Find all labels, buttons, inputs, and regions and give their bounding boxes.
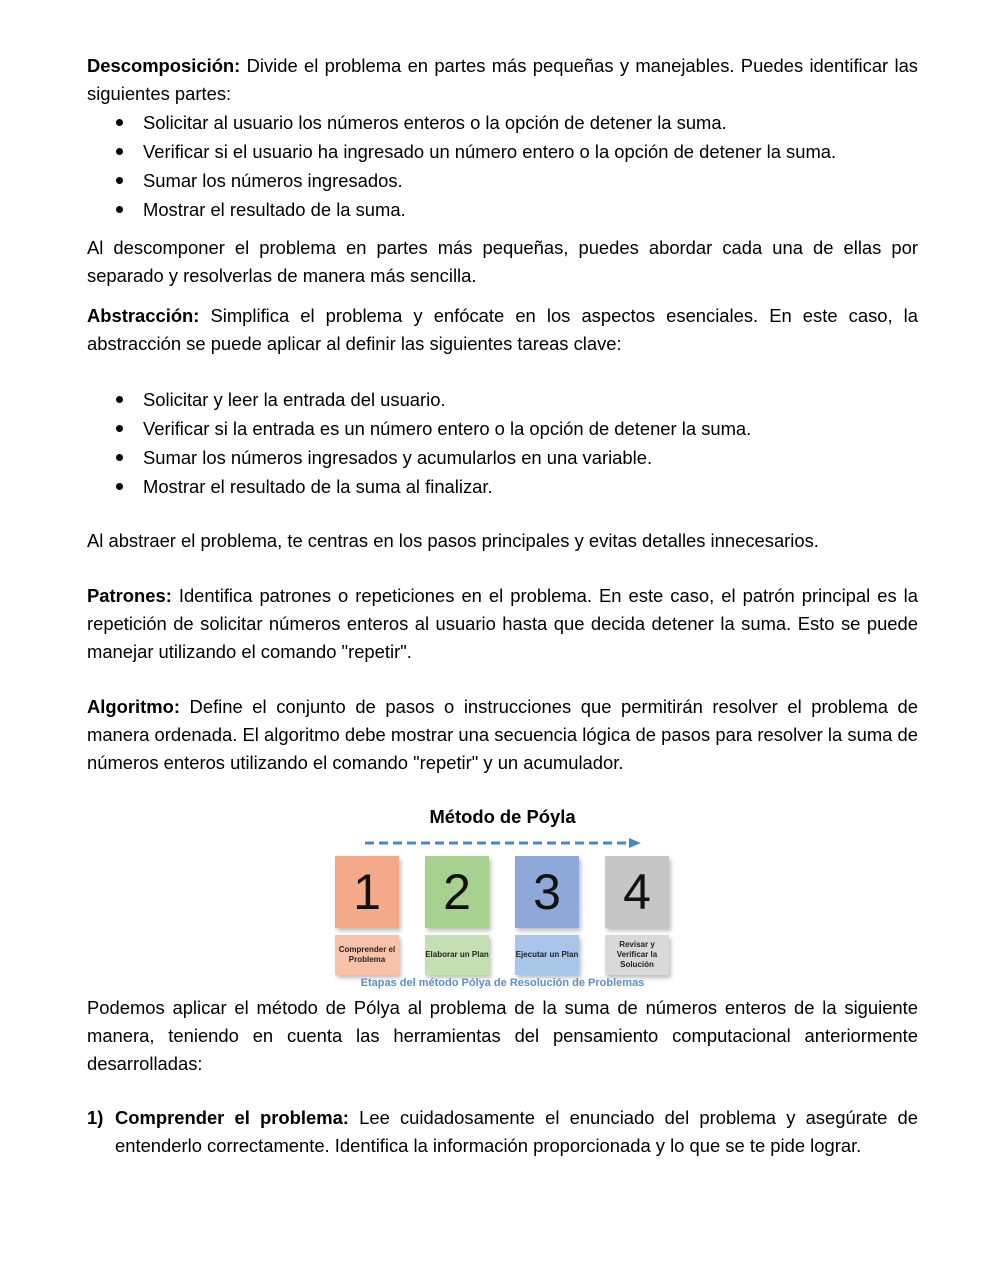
algorithm-paragraph bbox=[87, 693, 918, 777]
step-label-box bbox=[335, 935, 399, 975]
decomposition-summary: Al descomponer el problema en partes más pequeñas, puedes abordar cada una de ellas por separado y resolverlas de manera más sencilla. bbox=[87, 237, 918, 286]
step-label: Elaborar un Plan bbox=[425, 950, 489, 959]
arrow-head bbox=[629, 838, 641, 848]
decomposition-paragraph bbox=[87, 52, 918, 108]
numbered-list-item bbox=[87, 1104, 918, 1160]
step-number-box bbox=[605, 856, 669, 928]
algorithm-term: Algoritmo: bbox=[87, 696, 180, 717]
decomposition-list bbox=[87, 108, 918, 224]
step-label: Ejecutar un Plan bbox=[515, 950, 579, 959]
list-item: Sumar los números ingresados. bbox=[87, 166, 918, 195]
list-item: Verificar si el usuario ha ingresado un número entero o la opción de detener la suma. bbox=[87, 137, 918, 166]
list-item: Mostrar el resultado de la suma. bbox=[87, 195, 918, 224]
step-number: 3 bbox=[533, 864, 561, 920]
decomposition-term: Descomposición: bbox=[87, 55, 241, 76]
abstraction-summary: Al abstraer el problema, te centras en los pasos principales y evitas detalles innecesarios. bbox=[87, 530, 819, 551]
patterns-text: Identifica patrones o repeticiones en el problema. En este caso, el patrón principal es la repetición de solicitar números enteros al usuario hasta que decida detener la suma. Esto se puede manejar utilizando el comando "repetir". bbox=[87, 585, 918, 662]
list-item: Solicitar y leer la entrada del usuario. bbox=[87, 385, 918, 414]
step-label-box bbox=[425, 935, 489, 975]
abstraction-text: Simplifica el problema y enfócate en los aspectos esenciales. En este caso, la abstracción se puede aplicar al definir las siguientes tareas clave: bbox=[87, 305, 918, 354]
step-number-box bbox=[335, 856, 399, 928]
list-item: Solicitar al usuario los números enteros o la opción de detener la suma. bbox=[87, 108, 918, 137]
step-text: Lee cuidadosamente el enunciado del problema y asegúrate de entenderlo correctamente. Identifica la información proporcionada y lo que se te pide lograr. bbox=[115, 1107, 919, 1156]
step-paragraph bbox=[115, 1104, 918, 1160]
list-item: Sumar los números ingresados y acumularlos en una variable. bbox=[87, 443, 918, 472]
step-label: Comprender el Problema bbox=[338, 945, 396, 964]
algorithm-text: Define el conjunto de pasos o instrucciones que permitirán resolver el problema de manera ordenada. El algoritmo debe mostrar una secuencia lógica de pasos para resolver la suma de números enteros utilizando el comando "repetir" y un acumulador. bbox=[87, 696, 918, 773]
step-number-box bbox=[425, 856, 489, 928]
step-label: Revisar y Verificar la Solución bbox=[616, 940, 658, 969]
abstraction-term: Abstracción: bbox=[87, 305, 200, 326]
list-item: Mostrar el resultado de la suma al finalizar. bbox=[87, 472, 918, 501]
abstraction-list bbox=[87, 385, 918, 501]
decomposition-text: Divide el problema en partes más pequeñas y manejables. Puedes identificar las siguientes partes: bbox=[87, 55, 918, 104]
step-label-box bbox=[515, 935, 579, 975]
step-term: Comprender el problema: bbox=[115, 1107, 349, 1128]
step-number: 1 bbox=[353, 864, 381, 920]
figure-title: Método de Póyla bbox=[429, 806, 576, 827]
step-number: 4 bbox=[623, 864, 651, 920]
patterns-term: Patrones: bbox=[87, 585, 172, 606]
step-number: 2 bbox=[443, 864, 471, 920]
step-number-box bbox=[515, 856, 579, 928]
polya-intro-paragraph: Podemos aplicar el método de Pólya al problema de la suma de números enteros de la siguiente manera, teniendo en cuenta las herramientas del pensamiento computacional anteriormente desarrolladas: bbox=[87, 997, 918, 1074]
polya-figure bbox=[87, 804, 918, 994]
dashed-arrow-icon bbox=[363, 837, 643, 849]
document-page bbox=[87, 52, 918, 1160]
abstraction-paragraph bbox=[87, 302, 918, 358]
step-label-box bbox=[605, 935, 669, 975]
list-item: Verificar si la entrada es un número entero o la opción de detener la suma. bbox=[87, 414, 918, 443]
figure-caption: Etapas del método Pólya de Resolución de Problemas bbox=[360, 977, 645, 989]
list-number: 1) bbox=[87, 1107, 104, 1128]
patterns-paragraph bbox=[87, 582, 918, 666]
